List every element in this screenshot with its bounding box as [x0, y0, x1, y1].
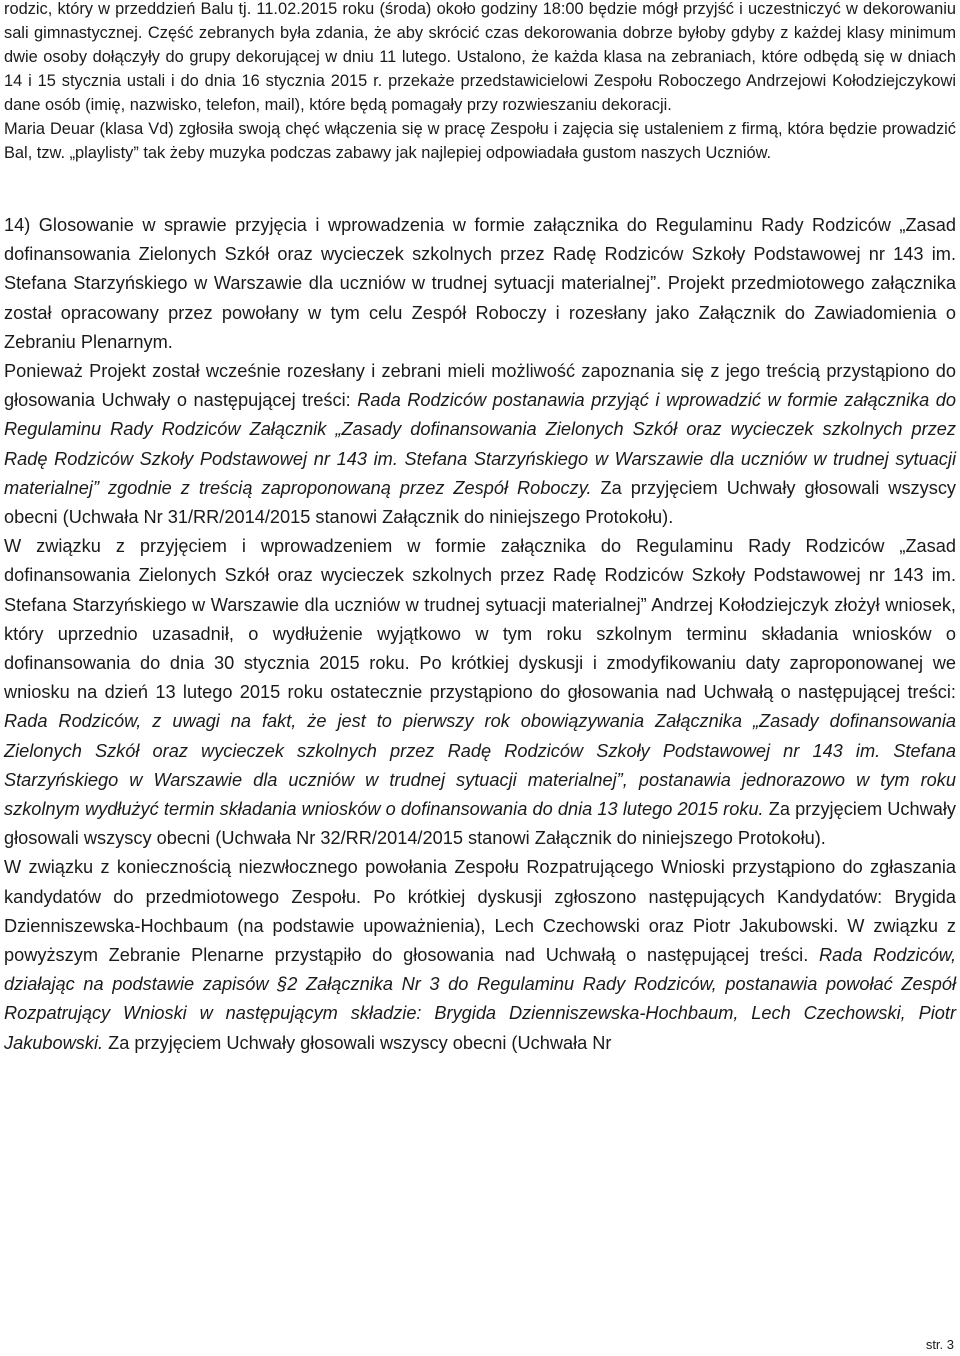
committee-paragraph — [4, 853, 956, 1057]
resolution-31-vote: Za przyjęciem Uchwały głosowali wszyscy obecni (Uchwała Nr 31/RR/2014/2015 stanowi Załącznik do niniejszego Protokołu). — [4, 477, 957, 528]
resolution-32-intro: W związku z przyjęciem i wprowadzeniem w formie załącznika do Regulaminu Rady Rodziców „Zasad dofinansowania Zielonych Szkół oraz wycieczek szkolnych przez Radę Rodziców Szkoły Podstawowej nr 143 im. Stefana Starzyńskiego w Warszawie dla uczniów w trudnej sytuacji materialnej” Andrzej Kołodziejczyk złożył wniosek, który uprzednio uzasadnił, o wydłużenie wyjątkowo w tym roku szkolnym terminu składania wniosków o dofinansowania do dnia 30 stycznia 2015 roku. Po krótkiej dyskusji i zmodyfikowaniu daty zaproponowanej we wniosku na dzień 13 lutego 2015 roku ostatecznie przystąpiono do głosowania nad Uchwałą o następującej treści: — [4, 536, 956, 703]
main-section — [4, 211, 956, 1058]
resolution-32-vote: Za przyjęciem Uchwały głosowali wszyscy obecni (Uchwała Nr 32/RR/2014/2015 stanowi Załącznik do niniejszego Protokołu). — [4, 799, 956, 849]
resolution-31-text: Rada Rodziców postanawia przyjąć i wprowadzić w formie załącznika do Regulaminu Rady Rodziców Załącznik „Zasady dofinansowania Zielonych Szkół oraz wycieczek szkolnych przez Radę Rodziców Szkoły Podstawowej nr 143 im. Stefana Starzyńskiego w Warszawie dla uczniów w trudnej sytuacji materialnej” zgodnie z treścią zaproponowaną przez Zespół Roboczy. — [4, 390, 956, 498]
resolution-32-text: Rada Rodziców, z uwagi na fakt, że jest to pierwszy rok obowiązywania Załącznika „Zasady dofinansowania Zielonych Szkół oraz wycieczek szkolnych przez Radę Rodziców Szkoły Podstawowej nr 143 im. Stefana Starzyńskiego w Warszawie dla uczniów w trudnej sytuacji materialnej”, postanawia jednorazowo w tym roku szkolnym wydłużyć termin składania wniosków o dofinansowania do dnia 13 lutego 2015 roku. — [4, 711, 956, 820]
page-number: str. 3 — [925, 1337, 954, 1352]
committee-resolution-text: Rada Rodziców, działając na podstawie zapisów §2 Załącznika Nr 3 do Regulaminu Rady Rodziców, postanawia powołać Zespół Rozpatrujący Wnioski w następującym składzie: Brygida Dzienniszewska-Hochbaum, Lech Czechowski, Piotr Jakubowski. — [4, 945, 956, 1053]
resolution-31-intro: Ponieważ Projekt został wcześnie rozesłany i zebrani mieli możliwość zapoznania się z jego treścią przystąpiono do głosowania Uchwały o następującej treści: — [4, 361, 956, 411]
resolution-31-paragraph — [4, 357, 956, 532]
resolution-32-paragraph — [4, 532, 956, 853]
item-14-paragraph: 14) Glosowanie w sprawie przyjęcia i wprowadzenia w formie załącznika do Regulaminu Rady Rodziców „Zasad dofinansowania Zielonych Szkół oraz wycieczek szkolnych przez Radę Rodziców Szkoły Podstawowej nr 143 im. Stefana Starzyńskiego w Warszawie dla uczniów w trudnej sytuacji materialnej”. Projekt przedmiotowego załącznika został opracowany przez powołany w tym celu Zespół Roboczy i rozesłany jako Załącznik do Zawiadomienia o Zebraniu Plenarnym. — [4, 215, 956, 352]
paragraph-decorating: rodzic, który w przeddzień Balu tj. 11.02.2015 roku (środa) około godziny 18:00 będzie mógł przyjść i uczestniczyć w dekorowaniu sali gimnastycznej. Część zebranych była zdania, że aby skrócić czas dekorowania dobrze byłoby gdyby z każdej klasy minimum dwie osoby dołączyły do grupy dekorującej w dniu 11 lutego. Ustalono, że każda klasa na zebraniach, które odbędą się w dniach 14 i 15 stycznia ustali i do dnia 16 stycznia 2015 r. przekaże przedstawicielowi Zespołu Roboczego Andrzejowi Kołodziejczykowi dane osób (imię, nazwisko, telefon, mail), które będą pomagały przy rozwieszaniu dekoracji. — [4, 0, 956, 114]
paragraph-playlist: Maria Deuar (klasa Vd) zgłosiła swoją chęć włączenia się w pracę Zespołu i zajęcia się ustaleniem z firmą, która będzie prowadzić Bal, tzw. „playlisty” tak żeby muzyka podczas zabawy jak najlepiej odpowiadała gustom naszych Uczniów. — [4, 120, 956, 162]
committee-intro: W związku z koniecznością niezwłocznego powołania Zespołu Rozpatrującego Wnioski przystąpiono do zgłaszania kandydatów do przedmiotowego Zespołu. Po krótkiej dyskusji zgłoszono następujących Kandydatów: Brygida Dzienniszewska-Hochbaum (na podstawie upoważnienia), Lech Czechowski oraz Piotr Jakubowski. W związku z powyższym Zebranie Plenarne przystąpiło do głosowania nad Uchwałą o następującej treści. — [4, 857, 956, 966]
committee-vote: Za przyjęciem Uchwały głosowali wszyscy obecni (Uchwała Nr — [103, 1032, 612, 1053]
top-section — [4, 0, 956, 165]
